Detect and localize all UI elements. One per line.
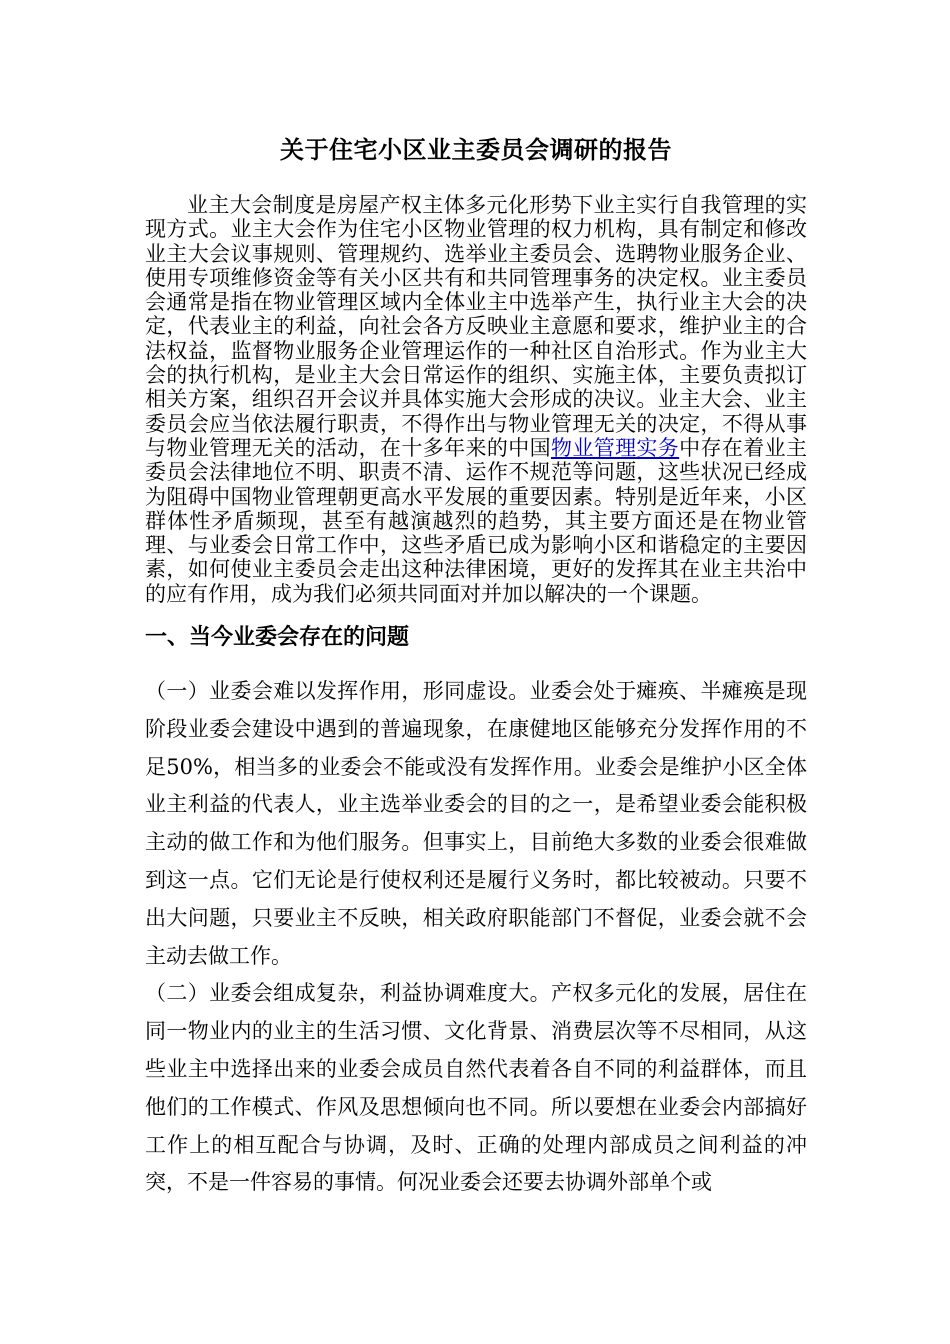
document-page <box>145 130 807 1202</box>
document-title: 关于住宅小区业主委员会调研的报告 <box>280 135 672 164</box>
intro-text-after-link: 中存在着业主委员会法律地位不明、职责不清、运作不规范等问题，这些状况已经成为阻碍中国物业管理朝更高水平发展的重要因素。特别是近年来，小区群体性矛盾频现，甚至有越演越烈的趋势，其主要方面还是在物业管理、与业委会日常工作中，这些矛盾已成为影响小区和谐稳定的主要因素，如何使业主委员会走出这种法律困境，更好的发挥其在业主共治中的应有作用，成为我们必须共同面对并加以解决的一个课题。 <box>145 435 808 606</box>
intro-paragraph <box>145 193 807 606</box>
intro-text-before-link: 业主大会制度是房屋产权主体多元化形势下业主实行自我管理的实现方式。业主大会作为住宅小区物业管理的权力机构，具有制定和修改业主大会议事规则、管理规约、选举业主委员会、选聘物业服务企业、使用专项维修资金等有关小区共有和共同管理事务的决定权。业主委员会通常是指在物业管理区域内全体业主中选举产生，执行业主大会的决定，代表业主的利益，向社会各方反映业主意愿和要求，维护业主的合法权益，监督物业服务企业管理运作的一种社区自治形式。作为业主大会的执行机构，是业主大会日常运作的组织、实施主体，主要负责拟订相关方案，组织召开会议并具体实施大会形成的决议。业主大会、业主委员会应当依法履行职责，不得作出与物业管理无关的决定，不得从事与物业管理无关的活动，在十多年来的中国 <box>145 193 807 460</box>
section-heading-problems: 一、当今业委会存在的问题 <box>145 624 410 651</box>
paragraph-issue-1: （一）业委会难以发挥作用，形同虚设。业委会处于瘫痪、半瘫痪是现阶段业委会建设中遇到的普遍现象，在康健地区能够充分发挥作用的不足50%，相当多的业委会不能或没有发挥作用。业委会是维护小区全体业主利益的代表人，业主选举业委会的目的之一，是希望业委会能积极主动的做工作和为他们服务。但事实上，目前绝大多数的业委会很难做到这一点。它们无论是行使权利还是履行义务时，都比较被动。只要不出大问题，只要业主不反映，相关政府职能部门不督促，业委会就不会主动去做工作。 <box>145 679 807 968</box>
property-management-link[interactable]: 物业管理实务 <box>550 435 680 460</box>
paragraph-issue-2: （二）业委会组成复杂，利益协调难度大。产权多元化的发展，居住在同一物业内的业主的生活习惯、文化背景、消费层次等不尽相同，从这些业主中选择出来的业委会成员自然代表着各自不同的利益群体，而且他们的工作模式、作风及思想倾向也不同。所以要想在业委会内部搞好工作上的相互配合与协调，及时、正确的处理内部成员之间利益的冲突，不是一件容易的事情。何况业委会还要去协调外部单个或 <box>145 981 807 1195</box>
